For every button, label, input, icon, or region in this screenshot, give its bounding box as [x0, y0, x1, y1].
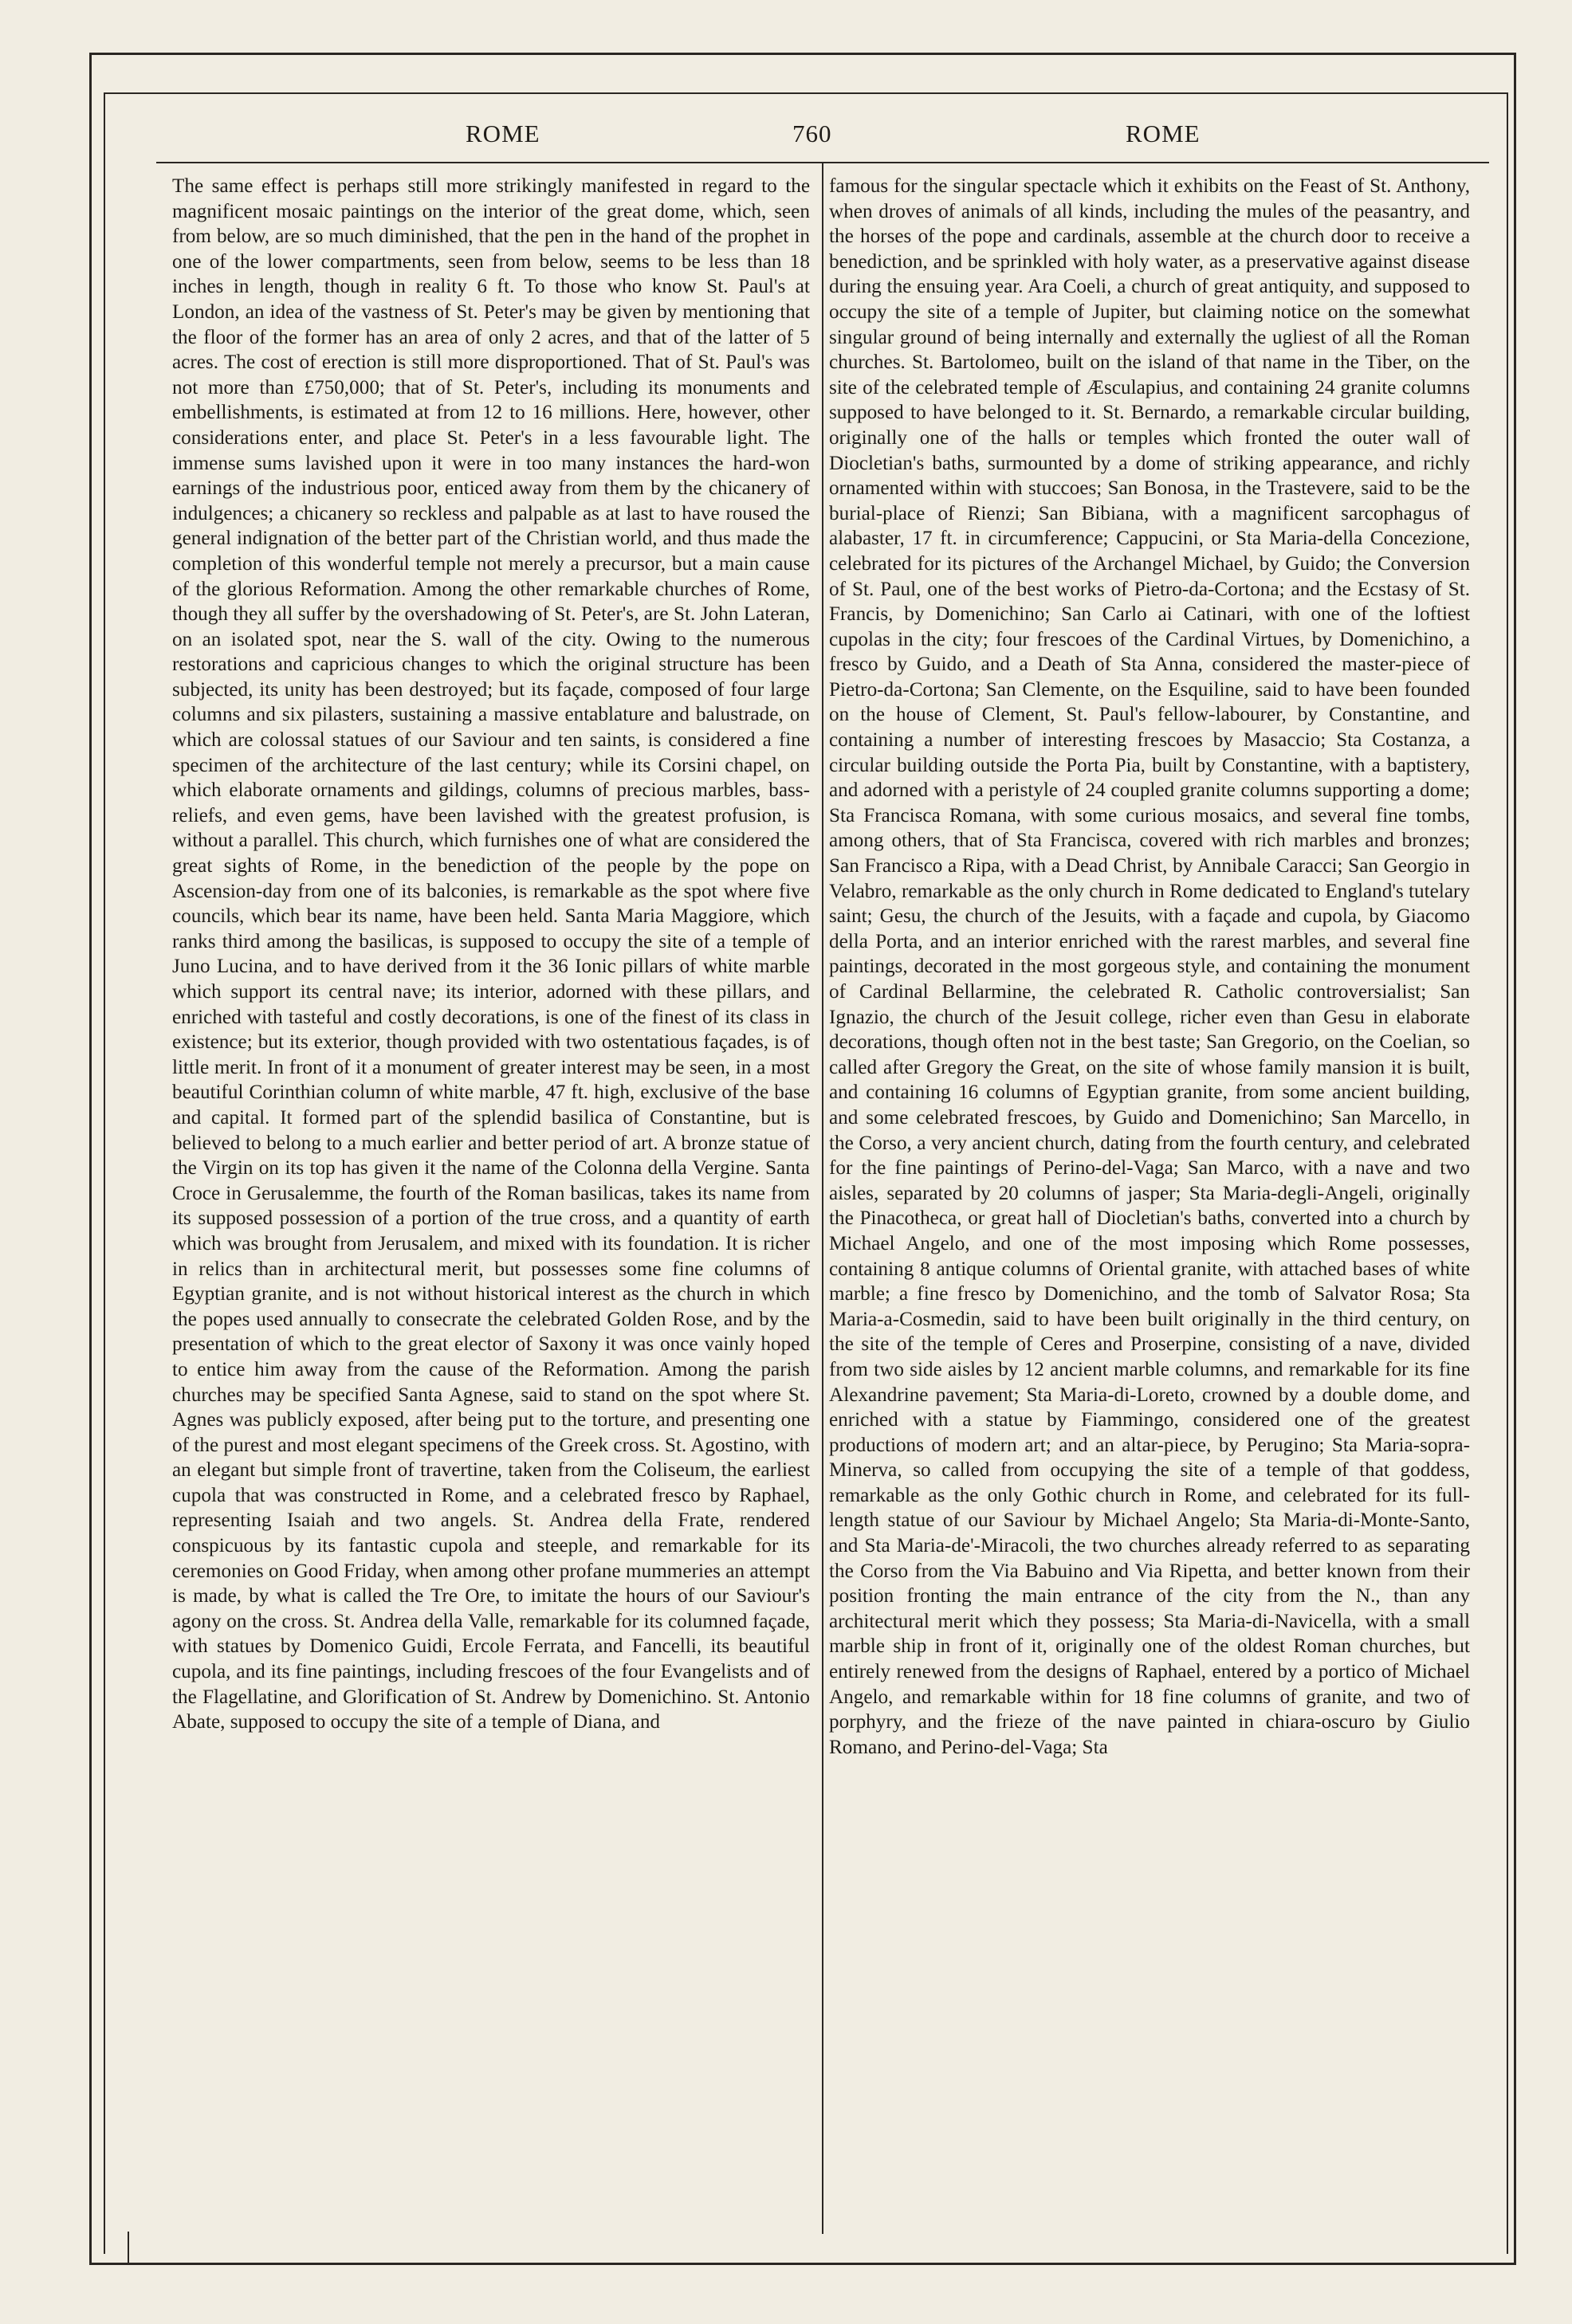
right-column	[829, 174, 1470, 2230]
header-right-title: ROME	[1126, 120, 1201, 147]
left-column-text: The same effect is perhaps still more strikingly manifested in regard to the magnificent mosaic paintings on the interior of the great dome, which, seen from below, are so much diminished, that the pen in the hand of the prophet in one of the lower compartments, seen from below, seems to be less than 18 inches in length, though in reality 6 ft. To those who know St. Paul's at London, an idea of the vastness of St. Peter's may be given by mentioning that the floor of the former has an area of only 2 acres, and that of the latter of 5 acres. The cost of erection is still more disproportioned. That of St. Paul's was not more than £750,000; that of St. Peter's, including its monuments and embellishments, is estimated at from 12 to 16 millions. Here, however, other considerations enter, and place St. Peter's in a less favourable light. The immense sums lavished upon it were in too many instances the hard-won earnings of the industrious poor, enticed away from them by the chicanery of indulgences; a chicanery so reckless and palpable as at last to have roused the general indignation of the better part of the Christian world, and thus made the completion of this wonderful temple not merely a precursor, but a main cause of the glorious Reformation. Among the other remarkable churches of Rome, though they all suffer by the overshadowing of St. Peter's, are St. John Lateran, on an isolated spot, near the S. wall of the city. Owing to the numerous restorations and capricious changes to which the original structure has been subjected, its unity has been destroyed; but its façade, composed of four large columns and six pilasters, sustaining a massive entablature and balustrade, on which are colossal statues of our Saviour and ten saints, is considered a fine specimen of the architecture of the last century; while its Corsini chapel, on which elaborate ornaments and gildings, columns of precious marbles, bass-reliefs, and even gems, have been lavished with the greatest profusion, is without a parallel. This church, which furnishes one of what are considered the great sights of Rome, in the benediction of the people by the pope on Ascension-day from one of its balconies, is remarkable as the spot where five councils, which bear its name, have been held. Santa Maria Maggiore, which ranks third among the basilicas, is supposed to occupy the site of a temple of Juno Lucina, and to have derived from it the 36 Ionic pillars of white marble which support its central nave; its interior, adorned with these pillars, and enriched with tasteful and costly decorations, is one of the finest of its class in existence; but its exterior, though provided with two ostentatious façades, is of little merit. In front of it a monument of greater interest may be seen, in a most beautiful Corinthian column of white marble, 47 ft. high, exclusive of the base and capital. It formed part of the splendid basilica of Constantine, but is believed to belong to a much earlier and better period of art. A bronze statue of the Virgin on its top has given it the name of the Colonna della Vergine. Santa Croce in Gerusalemme, the fourth of the Roman basilicas, takes its name from its supposed possession of a portion of the true cross, and a quantity of earth which was brought from Jerusalem, and mixed with its foundation. It is richer in relics than in architectural merit, but possesses some fine columns of Egyptian granite, and is not without historical interest as the church in which the popes used annually to consecrate the celebrated Golden Rose, and by the presentation of which to the great elector of Saxony it was once vainly hoped to entice him away from the cause of the Reformation. Among the parish churches may be specified Santa Agnese, said to stand on the spot where St. Agnes was publicly exposed, after being put to the torture, and presenting one of the purest and most elegant specimens of the Greek cross. St. Agostino, with an elegant but simple front of travertine, taken from the Coliseum, the earliest cupola that was constructed in Rome, and a celebrated fresco by Raphael, representing Isaiah and two angels. St. Andrea della Frate, rendered conspicuous by its fantastic cupola and steeple, and remarkable for its ceremonies on Good Friday, when among other profane mummeries an attempt is made, by what is called the Tre Ore, to imitate the hours of our Saviour's agony on the cross. St. Andrea della Valle, remarkable for its columned façade, with statues by Domenico Guidi, Ercole Ferrata, and Fancelli, its beautiful cupola, and its fine paintings, including frescoes of the four Evangelists and of the Flagellatine, and Glorification of St. Andrew by Domenichino. St. Antonio Abate, supposed to occupy the site of a temple of Diana, and	[172, 175, 810, 1733]
running-header	[137, 120, 1492, 159]
frame-corner-mark	[128, 2232, 129, 2263]
header-left-title: ROME	[466, 120, 540, 147]
right-column-text: famous for the singular spectacle which it exhibits on the Feast of St. Anthony, when droves of animals of all kinds, including the mules of the peasantry, and the horses of the pope and cardinals, assemble at the church door to receive a benediction, and be sprinkled with holy water, as a preservative against disease during the ensuing year. Ara Coeli, a church of great antiquity, and supposed to occupy the site of a temple of Jupiter, but claiming notice on the somewhat singular ground of being internally and externally the ugliest of all the Roman churches. St. Bartolomeo, built on the island of that name in the Tiber, on the site of the celebrated temple of Æsculapius, and containing 24 granite columns supposed to have belonged to it. St. Bernardo, a remarkable circular building, originally one of the halls or temples which fronted the outer wall of Diocletian's baths, surmounted by a dome of striking appearance, and richly ornamented within with stuccoes; San Bonosa, in the Trastevere, said to be the burial-place of Rienzi; San Bibiana, with a magnificent sarcophagus of alabaster, 17 ft. in circumference; Cappucini, or Sta Maria-della Concezione, celebrated for its pictures of the Archangel Michael, by Guido; the Conversion of St. Paul, one of the best works of Pietro-da-Cortona; and the Ecstasy of St. Francis, by Domenichino; San Carlo ai Catinari, with one of the loftiest cupolas in the city; four frescoes of the Cardinal Virtues, by Domenichino, a fresco by Guido, and a Death of Sta Anna, considered the master-piece of Pietro-da-Cortona; San Clemente, on the Esquiline, said to have been founded on the house of Clement, St. Paul's fellow-labourer, by Constantine, and containing a number of interesting frescoes by Masaccio; Sta Costanza, a circular building outside the Porta Pia, built by Constantine, with a baptistery, and adorned with a peristyle of 24 coupled granite columns supporting a dome; Sta Francisca Romana, with some curious mosaics, and several fine tombs, among others, that of Sta Francisca, covered with rich marbles and bronzes; San Francisco a Ripa, with a Dead Christ, by Annibale Caracci; San Georgio in Velabro, remarkable as the only church in Rome dedicated to England's tutelary saint; Gesu, the church of the Jesuits, with a façade and cupola, by Giacomo della Porta, and an interior enriched with the rarest marbles, and several fine paintings, decorated in the most gorgeous style, and containing the monument of Cardinal Bellarmine, the celebrated R. Catholic controversialist; San Ignazio, the church of the Jesuit college, richer even than Gesu in elaborate decorations, though often not in the best taste; San Gregorio, on the Coelian, so called after Gregory the Great, on the site of whose family mansion it is built, and containing 16 columns of Egyptian granite, from some ancient building, and some celebrated frescoes, by Guido and Domenichino; San Marcello, in the Corso, a very ancient church, dating from the fourth century, and celebrated for the fine paintings of Perino-del-Vaga; San Marco, with a nave and two aisles, separated by 20 columns of jasper; Sta Maria-degli-Angeli, originally the Pinacotheca, or great hall of Diocletian's baths, converted into a church by Michael Angelo, and one of the most imposing which Rome possesses, containing 8 antique columns of Oriental granite, with attached bases of white marble; a fine fresco by Domenichino, and the tomb of Salvator Rosa; Sta Maria-a-Cosmedin, said to have been built originally in the third century, on the site of the temple of Ceres and Proserpine, consisting of a nave, divided from two side aisles by 12 ancient marble columns, and remarkable for its fine Alexandrine pavement; Sta Maria-di-Loreto, crowned by a double dome, and enriched with a statue by Fiammingo, considered one of the greatest productions of modern art; and an altar-piece, by Perugino; Sta Maria-sopra-Minerva, so called from occupying the site of a temple of that goddess, remarkable as the only Gothic church in Rome, and celebrated for its full-length statue of our Saviour by Michael Angelo; Sta Maria-di-Monte-Santo, and Sta Maria-de'-Miracoli, the two churches already referred to as separating the Corso from the Via Babuino and Via Ripetta, and better known from their position fronting the main entrance of the city from the N., than any architectural merit which they possess; Sta Maria-di-Navicella, with a small marble ship in front of it, originally one of the oldest Roman churches, but entirely renewed from the designs of Raphael, entered by a portico of Michael Angelo, and remarkable within for 18 fine columns of granite, and two of porphyry, and the frieze of the nave painted in chiara-oscuro by Giulio Romano, and Perino-del-Vaga; Sta	[829, 175, 1470, 1758]
left-column	[172, 174, 810, 2230]
page-number: 760	[792, 120, 832, 147]
column-divider	[822, 162, 823, 2234]
